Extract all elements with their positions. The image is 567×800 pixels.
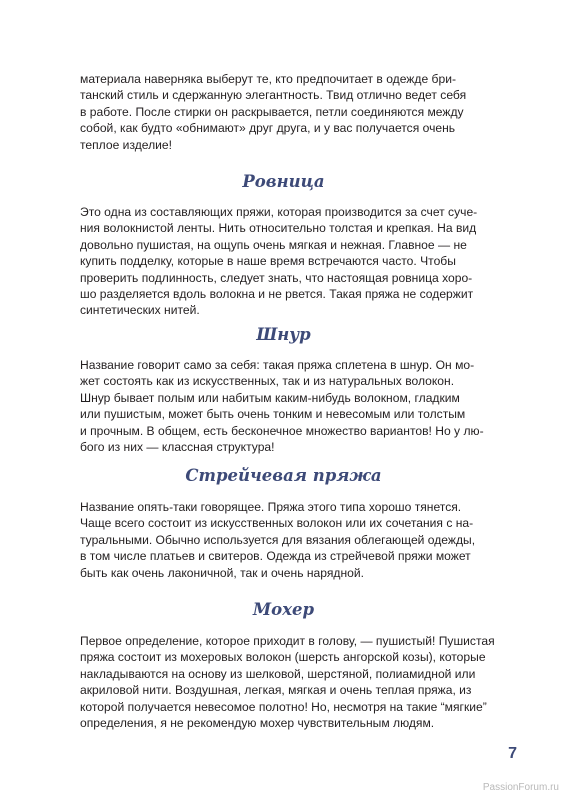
paragraph-stretch-yarn	[80, 499, 494, 581]
text-line: определения, я не рекомендую мохер чувствительным людям.	[80, 716, 435, 731]
text-line: довольно пушистая, на ощупь очень мягкая и нежная. Главное — не	[80, 237, 467, 252]
text-line: проверить подлинность, следует знать, что настоящая ровница хоро-	[80, 270, 473, 285]
text-line: акриловой нити. Воздушная, легкая, мягкая и очень теплая пряжа, из	[80, 683, 472, 698]
text-line: Название говорит само за себя: такая пряжа сплетена в шнур. Он мо-	[80, 358, 475, 372]
text-line: шо разделяется вдоль волокна и не рвется. Такая пряжа не содержит	[80, 287, 474, 302]
text-line: собой, как будто «обнимают» друг друга, и у вас получается очень	[80, 121, 456, 136]
text-line: пряжа состоит из мохеровых волокон (шерсть ангорской козы), которые	[80, 650, 486, 665]
intro-paragraph	[80, 71, 494, 153]
section-heading-shnur: Шнур	[256, 325, 311, 344]
text-line: Чаще всего состоит из искусственных волокон или их сочетания с на-	[80, 516, 474, 531]
page-number: 7	[508, 745, 517, 762]
text-line: синтетических нитей.	[80, 303, 200, 318]
text-line: ния волокнистой ленты. Нить относительно толстая и крепкая. На вид	[80, 221, 477, 236]
text-line: бого из них — классная структура!	[80, 440, 275, 455]
text-line: материала наверняка выберут те, кто предпочитает в одежде бри-	[80, 72, 456, 86]
text-line: теплое изделие!	[80, 137, 172, 152]
text-line: купить подделку, которые в наше время встречаются часто. Чтобы	[80, 254, 456, 269]
text-line: или пушистым, может быть очень тонким и невесомым или толстым	[80, 407, 466, 422]
text-line: которой получается невесомое полотно! Но, несмотря на такие “мягкие”	[80, 699, 487, 714]
text-line: накладываются на основу из шелковой, шерстяной, полиамидной или	[80, 666, 476, 681]
text-line: Шнур бывает полым или набитым каким-нибудь волокном, гладким	[80, 390, 460, 405]
watermark: PassionForum.ru	[482, 782, 559, 793]
paragraph-mohair	[80, 633, 494, 731]
paragraph-shnur	[80, 357, 494, 455]
text-line: в том числе платьев и свитеров. Одежда из стрейчевой пряжи может	[80, 549, 471, 564]
section-heading-rovnitsa: Ровница	[242, 172, 325, 191]
section-heading-stretch-yarn: Стрейчевая пряжа	[185, 466, 382, 485]
section-heading-mohair: Мохер	[252, 600, 315, 619]
text-line: в работе. После стирки он раскрывается, петли соединяются между	[80, 104, 464, 119]
text-line: и прочным. В общем, есть бесконечное множество вариантов! Но у лю-	[80, 423, 484, 438]
text-line: жет состоять как из искусственных, так и из натуральных волокон.	[80, 374, 455, 389]
text-line: Это одна из составляющих пряжи, которая производится за счет суче-	[80, 205, 478, 219]
text-line: Первое определение, которое приходит в голову, — пушистый! Пушистая	[80, 634, 495, 648]
text-line: быть как очень лаконичной, так и очень нарядной.	[80, 565, 364, 580]
text-line: Название опять-таки говорящее. Пряжа этого типа хорошо тянется.	[80, 500, 462, 514]
text-line: танский стиль и сдержанную элегантность. Твид отлично ведет себя	[80, 88, 467, 103]
paragraph-rovnitsa	[80, 204, 494, 319]
text-line: туральными. Обычно используется для вязания облегающей одежды,	[80, 532, 476, 547]
